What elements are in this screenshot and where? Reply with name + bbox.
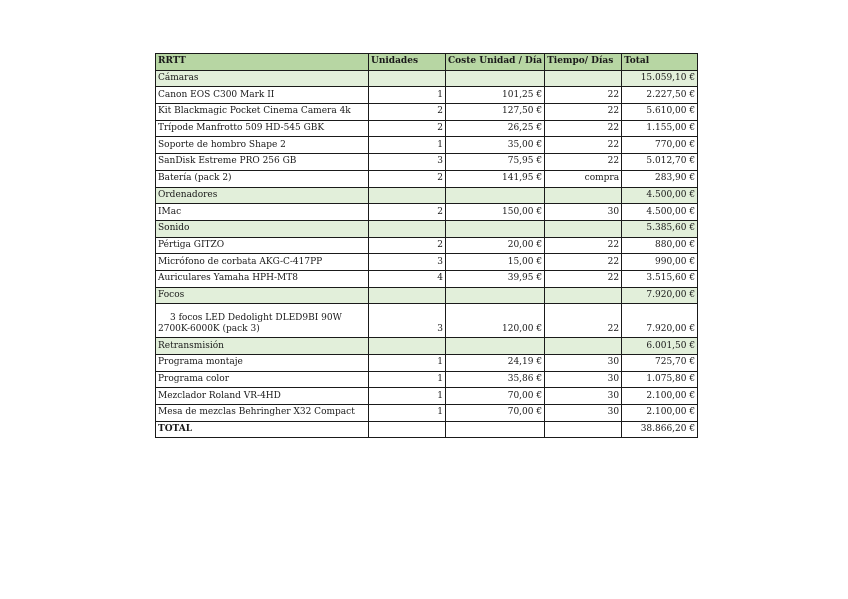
grand-total-value: 38.866,20 € — [622, 421, 698, 438]
item-units: 1 — [369, 371, 446, 388]
section-row-focos — [156, 287, 698, 304]
section-total: 7.920,00 € — [622, 287, 698, 304]
table-row — [156, 87, 698, 104]
item-days: 22 — [545, 154, 622, 171]
table-row — [156, 154, 698, 171]
item-unit-cost: 70,00 € — [446, 405, 545, 422]
item-units: 1 — [369, 388, 446, 405]
item-days: 22 — [545, 120, 622, 137]
table-row — [156, 355, 698, 372]
item-days: 30 — [545, 204, 622, 221]
section-name: Focos — [156, 287, 369, 304]
header-row — [156, 54, 698, 71]
section-total: 5.385,60 € — [622, 220, 698, 237]
item-total: 2.100,00 € — [622, 388, 698, 405]
item-name: Micrófono de corbata AKG-C-417PP — [156, 254, 369, 271]
item-name: Mesa de mezclas Behringher X32 Compact — [156, 405, 369, 422]
item-name: Canon EOS C300 Mark II — [156, 87, 369, 104]
item-name: SanDisk Estreme PRO 256 GB — [156, 154, 369, 171]
item-units: 1 — [369, 137, 446, 154]
table-row — [156, 270, 698, 287]
item-days: 22 — [545, 87, 622, 104]
item-total: 1.155,00 € — [622, 120, 698, 137]
table-row — [156, 104, 698, 121]
grand-total-row — [156, 421, 698, 438]
section-name: Sonido — [156, 220, 369, 237]
item-unit-cost: 75,95 € — [446, 154, 545, 171]
item-unit-cost: 141,95 € — [446, 170, 545, 187]
item-days: 30 — [545, 355, 622, 372]
item-days: 22 — [545, 104, 622, 121]
item-unit-cost: 70,00 € — [446, 388, 545, 405]
item-name: Programa color — [156, 371, 369, 388]
item-unit-cost: 26,25 € — [446, 120, 545, 137]
item-units: 1 — [369, 355, 446, 372]
table-row — [156, 254, 698, 271]
item-days: 22 — [545, 270, 622, 287]
table-row — [156, 137, 698, 154]
item-days: compra — [545, 170, 622, 187]
item-total: 1.075,80 € — [622, 371, 698, 388]
item-units: 2 — [369, 204, 446, 221]
table-row — [156, 237, 698, 254]
item-total: 283,90 € — [622, 170, 698, 187]
item-unit-cost: 101,25 € — [446, 87, 545, 104]
table-row — [156, 388, 698, 405]
item-unit-cost: 15,00 € — [446, 254, 545, 271]
item-days: 22 — [545, 237, 622, 254]
item-total: 990,00 € — [622, 254, 698, 271]
item-total: 2.100,00 € — [622, 405, 698, 422]
header-total: Total — [622, 54, 698, 71]
header-days: Tiempo/ Días — [545, 54, 622, 71]
item-total: 880,00 € — [622, 237, 698, 254]
item-days: 30 — [545, 371, 622, 388]
item-name-line2: 2700K-6000K (pack 3) — [158, 324, 260, 335]
budget-table — [155, 53, 698, 438]
item-name: Programa montaje — [156, 355, 369, 372]
item-name: Batería (pack 2) — [156, 170, 369, 187]
item-units: 4 — [369, 270, 446, 287]
item-unit-cost: 127,50 € — [446, 104, 545, 121]
item-units: 1 — [369, 87, 446, 104]
item-name: IMac — [156, 204, 369, 221]
item-total: 5.012,70 € — [622, 154, 698, 171]
table-row — [156, 120, 698, 137]
item-unit-cost: 35,86 € — [446, 371, 545, 388]
section-row-sonido — [156, 220, 698, 237]
table-row — [156, 204, 698, 221]
item-days: 30 — [545, 388, 622, 405]
section-total: 15.059,10 € — [622, 70, 698, 87]
table-row — [156, 371, 698, 388]
item-unit-cost: 150,00 € — [446, 204, 545, 221]
item-unit-cost: 35,00 € — [446, 137, 545, 154]
item-total: 770,00 € — [622, 137, 698, 154]
item-total: 7.920,00 € — [622, 304, 698, 338]
item-units: 2 — [369, 120, 446, 137]
section-name: Ordenadores — [156, 187, 369, 204]
item-total: 3.515,60 € — [622, 270, 698, 287]
item-total: 725,70 € — [622, 355, 698, 372]
item-name-line1: 3 focos LED Dedolight DLED9BI 90W — [170, 313, 342, 324]
item-units: 1 — [369, 405, 446, 422]
item-name: Trípode Manfrotto 509 HD-545 GBK — [156, 120, 369, 137]
item-name: Pértiga GITZO — [156, 237, 369, 254]
header-units: Unidades — [369, 54, 446, 71]
item-days: 22 — [545, 304, 622, 338]
item-total: 5.610,00 € — [622, 104, 698, 121]
item-units: 2 — [369, 237, 446, 254]
item-units: 2 — [369, 104, 446, 121]
item-total: 4.500,00 € — [622, 204, 698, 221]
table-row — [156, 304, 698, 338]
item-unit-cost: 24,19 € — [446, 355, 545, 372]
item-name: Soporte de hombro Shape 2 — [156, 137, 369, 154]
item-days: 22 — [545, 137, 622, 154]
item-unit-cost: 120,00 € — [446, 304, 545, 338]
item-name: Kit Blackmagic Pocket Cinema Camera 4k — [156, 104, 369, 121]
section-row-retransmision — [156, 338, 698, 355]
item-days: 22 — [545, 254, 622, 271]
item-unit-cost: 39,95 € — [446, 270, 545, 287]
grand-total-label: TOTAL — [156, 421, 369, 438]
section-name: Cámaras — [156, 70, 369, 87]
section-row-camaras — [156, 70, 698, 87]
item-name — [156, 304, 369, 338]
section-row-ordenadores — [156, 187, 698, 204]
item-unit-cost: 20,00 € — [446, 237, 545, 254]
header-rrtt: RRTT — [156, 54, 369, 71]
item-name: Mezclador Roland VR-4HD — [156, 388, 369, 405]
section-name: Retransmisión — [156, 338, 369, 355]
table-row — [156, 170, 698, 187]
item-name: Auriculares Yamaha HPH-MT8 — [156, 270, 369, 287]
header-unit-cost: Coste Unidad / Día — [446, 54, 545, 71]
item-units: 3 — [369, 304, 446, 338]
item-total: 2.227,50 € — [622, 87, 698, 104]
item-days: 30 — [545, 405, 622, 422]
section-total: 6.001,50 € — [622, 338, 698, 355]
item-units: 3 — [369, 154, 446, 171]
table-row — [156, 405, 698, 422]
item-units: 3 — [369, 254, 446, 271]
item-units: 2 — [369, 170, 446, 187]
section-total: 4.500,00 € — [622, 187, 698, 204]
